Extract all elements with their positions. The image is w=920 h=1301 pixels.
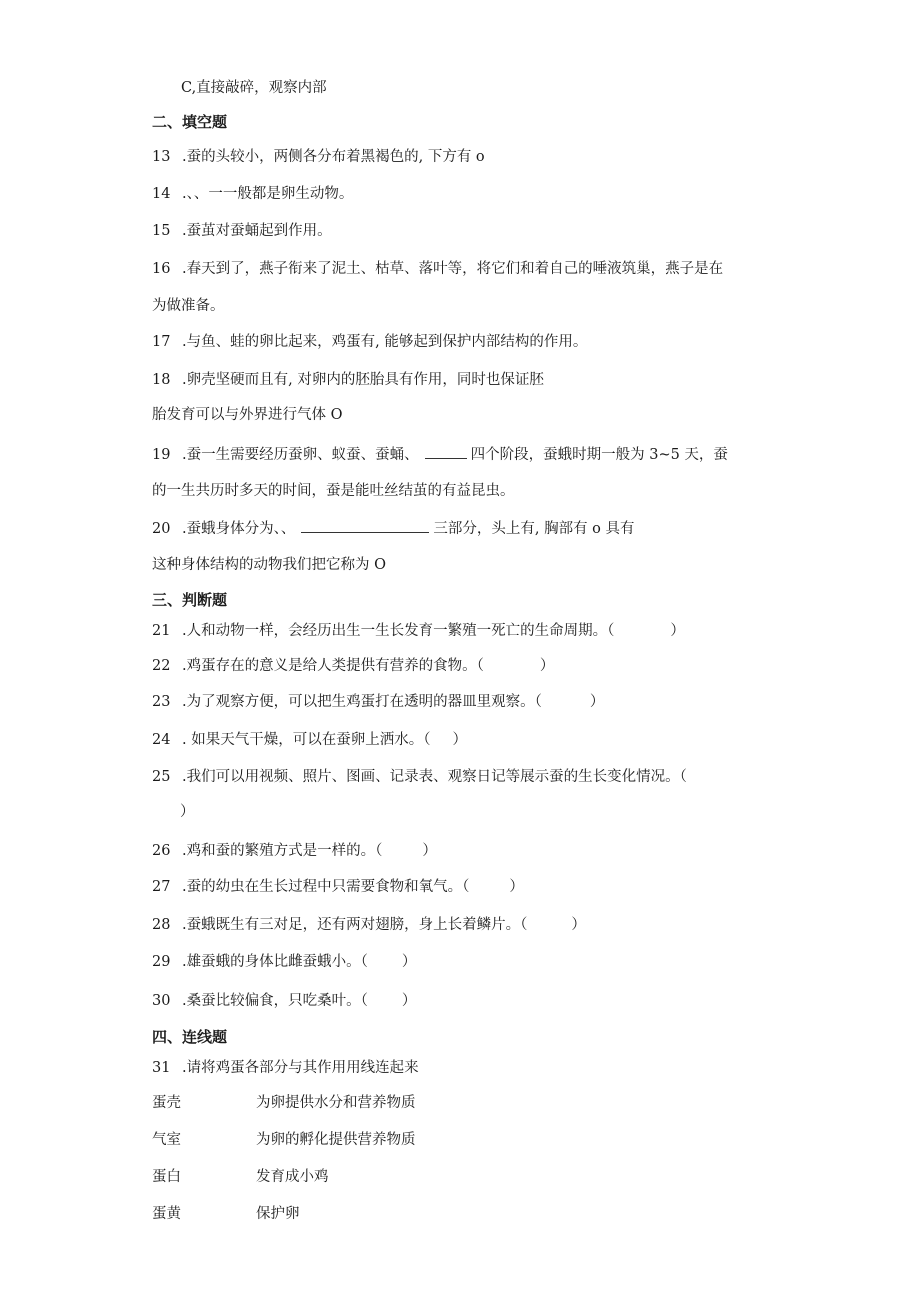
question-number: 26	[152, 843, 171, 859]
question-16-continuation: 为做准备。	[152, 298, 225, 314]
question-number: 19	[152, 447, 171, 463]
question-12-option-c: C,直接敲碎，观察内部	[181, 80, 327, 96]
question-number: 17	[152, 334, 171, 350]
question-text: .蚕蛾既生有三对足，还有两对翅膀，身上长着鳞片。	[182, 917, 521, 933]
question-21	[152, 621, 685, 641]
answer-paren-close: ）	[180, 804, 195, 820]
answer-paren-close: ）	[539, 658, 555, 674]
answer-paren-close: ）	[401, 954, 417, 970]
answer-paren-open: （	[375, 843, 383, 859]
question-text: .鸡蛋存在的意义是给人类提供有营养的食物。	[182, 658, 477, 674]
question-29	[152, 952, 416, 972]
section-true-false-title: 三、判断题	[152, 591, 228, 609]
section-fill-blank-title: 二、填空题	[152, 113, 228, 131]
question-text: .蚕的幼虫在生长过程中只需要食物和氧气。	[182, 879, 463, 895]
question-number: 29	[152, 954, 171, 970]
answer-paren-open: （	[679, 769, 687, 785]
question-number: 18	[152, 372, 171, 388]
question-25-continuation	[180, 802, 195, 822]
question-text: .人和动物一样，会经历出生一生长发育一繁殖一死亡的生命周期。	[182, 623, 608, 639]
question-text: .、、一一般都是卵生动物。	[182, 186, 354, 202]
question-number: 20	[152, 521, 171, 537]
egg-function-label[interactable]: 为卵提供水分和营养物质	[256, 1095, 416, 1111]
question-text: . 如果天气干燥，可以在蚕卵上洒水。	[182, 732, 424, 748]
question-17	[152, 332, 587, 352]
egg-part-label[interactable]: 蛋白	[152, 1169, 181, 1185]
question-24	[152, 730, 467, 750]
answer-paren-open: （	[423, 732, 431, 748]
question-20-continuation: 这种身体结构的动物我们把它称为 O	[152, 557, 386, 573]
answer-paren-open: （	[520, 917, 528, 933]
question-number: 15	[152, 223, 171, 239]
question-number: 30	[152, 993, 171, 1009]
question-15	[152, 221, 332, 241]
question-number: 16	[152, 261, 171, 277]
question-13	[152, 147, 485, 167]
question-28	[152, 915, 586, 935]
section-matching-title: 四、连线题	[152, 1028, 228, 1046]
question-text: .蚕蛾身体分为、、	[182, 521, 296, 537]
matching-row	[152, 1130, 552, 1150]
answer-paren-close: ）	[670, 623, 685, 639]
egg-function-label[interactable]: 为卵的孵化提供营养物质	[256, 1132, 416, 1148]
question-18	[152, 370, 544, 390]
question-text: .请将鸡蛋各部分与其作用用线连起来	[182, 1060, 419, 1076]
answer-blank[interactable]	[301, 518, 429, 533]
answer-paren-open: （	[607, 623, 615, 639]
answer-paren-close: ）	[589, 694, 605, 710]
question-19-continuation: 的一生共历时多天的时间，蚕是能吐丝结茧的有益昆虫。	[152, 483, 515, 499]
question-31	[152, 1058, 419, 1078]
question-text: .与鱼、蛙的卵比起来，鸡蛋有, 能够起到保护内部结构的作用。	[182, 334, 588, 350]
matching-row	[152, 1204, 552, 1224]
question-23	[152, 692, 604, 712]
question-20	[152, 518, 635, 539]
egg-part-label[interactable]: 气室	[152, 1132, 181, 1148]
answer-blank[interactable]	[425, 444, 467, 459]
question-text: 三部分，头上有, 胸部有 o 具有	[433, 521, 635, 537]
egg-part-label[interactable]: 蛋黄	[152, 1206, 181, 1222]
answer-paren-open: （	[476, 658, 484, 674]
question-text: .蚕茧对蚕蛹起到作用。	[182, 223, 332, 239]
question-14	[152, 184, 353, 204]
question-25	[152, 767, 687, 787]
egg-function-label[interactable]: 保护卵	[256, 1206, 300, 1222]
question-number: 28	[152, 917, 171, 933]
matching-row	[152, 1167, 552, 1187]
question-number: 31	[152, 1060, 171, 1076]
question-text: .雄蚕蛾的身体比雌蚕蛾小。	[182, 954, 361, 970]
answer-paren-open: （	[462, 879, 470, 895]
question-text: .桑蚕比较偏食，只吃桑叶。	[182, 993, 361, 1009]
question-text: .蚕一生需要经历蚕卵、蚁蚕、蚕蛹、	[182, 447, 419, 463]
question-22	[152, 656, 554, 676]
question-text: .卵壳坚硬而且有, 对卵内的胚胎具有作用，同时也保证胚	[182, 372, 544, 388]
question-number: 22	[152, 658, 171, 674]
answer-paren-close: ）	[401, 993, 417, 1009]
question-number: 23	[152, 694, 171, 710]
question-number: 21	[152, 623, 171, 639]
question-text: .春天到了，燕子衔来了泥土、枯草、落叶等，将它们和着自己的唾液筑巢，燕子是在	[182, 261, 724, 277]
answer-paren-close: ）	[509, 879, 524, 895]
question-text: 四个阶段，蚕蛾时期一般为 3~5 天，蚕	[470, 447, 728, 463]
answer-paren-open: （	[534, 694, 542, 710]
question-19	[152, 444, 728, 465]
answer-paren-open: （	[360, 954, 368, 970]
question-30	[152, 991, 416, 1011]
question-text: .蚕的头较小，两侧各分布着黑褐色的, 下方有 o	[182, 149, 485, 165]
question-text: .我们可以用视频、照片、图画、记录表、观察日记等展示蚕的生长变化情况。	[182, 769, 680, 785]
answer-paren-close: ）	[452, 732, 467, 748]
question-18-continuation: 胎发育可以与外界进行气体 O	[152, 407, 343, 423]
question-number: 24	[152, 732, 171, 748]
question-number: 14	[152, 186, 171, 202]
question-text: .鸡和蚕的繁殖方式是一样的。	[182, 843, 376, 859]
question-number: 27	[152, 879, 171, 895]
question-number: 25	[152, 769, 171, 785]
egg-function-label[interactable]: 发育成小鸡	[256, 1169, 329, 1185]
question-27	[152, 877, 524, 897]
egg-part-label[interactable]: 蛋壳	[152, 1095, 181, 1111]
question-26	[152, 841, 437, 861]
answer-paren-close: ）	[422, 843, 437, 859]
matching-row	[152, 1093, 552, 1113]
question-text: .为了观察方便，可以把生鸡蛋打在透明的器皿里观察。	[182, 694, 535, 710]
question-number: 13	[152, 149, 171, 165]
answer-paren-open: （	[360, 993, 368, 1009]
answer-paren-close: ）	[571, 917, 586, 933]
question-16	[152, 259, 723, 279]
